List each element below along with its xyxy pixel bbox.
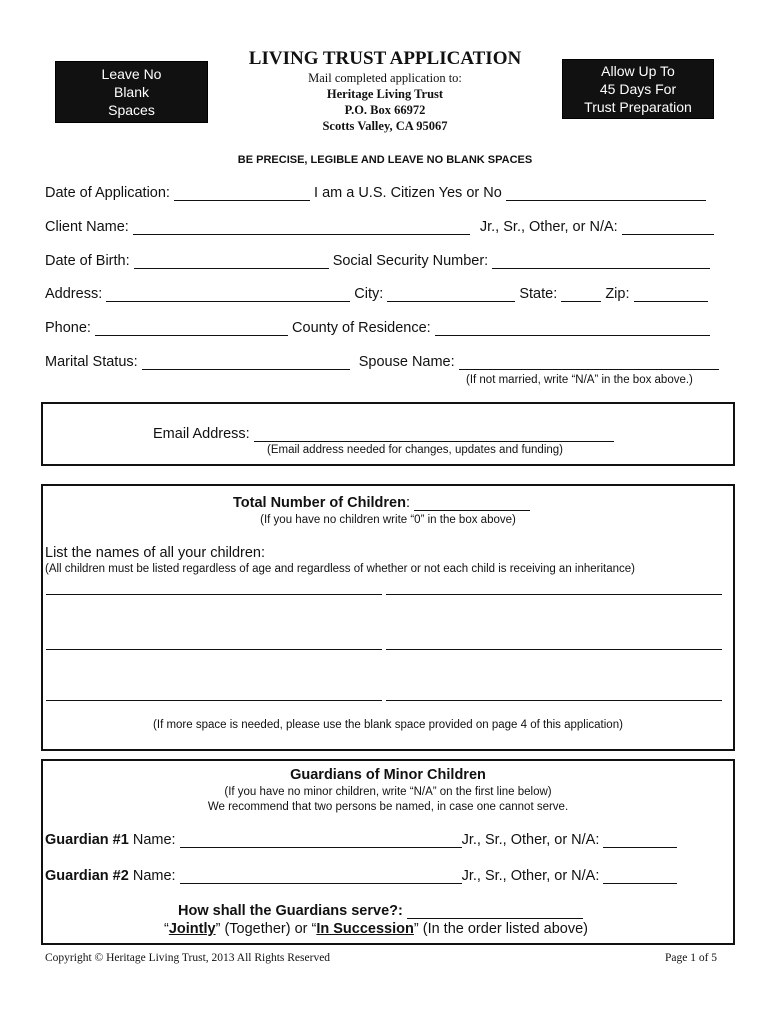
email-row	[153, 426, 614, 442]
badge-line: Leave No	[101, 66, 162, 82]
zip-field[interactable]	[634, 287, 708, 302]
row-dob-ssn	[45, 253, 710, 269]
total-children-row	[233, 495, 530, 511]
total-children-field[interactable]	[414, 496, 530, 511]
quote-mark: ”	[413, 921, 419, 937]
guardian-2-name-label: Name:	[132, 868, 176, 884]
row-marital-spouse	[45, 354, 719, 370]
email-box	[41, 402, 735, 466]
badge-line: Trust Preparation	[584, 99, 692, 115]
badge-line: Allow Up To	[601, 63, 675, 79]
leave-no-blank-badge	[55, 61, 208, 123]
quote-mark: ”	[215, 921, 221, 937]
jointly-option: Jointly	[168, 921, 216, 937]
children-box	[41, 484, 735, 751]
guardian-1-suffix-field[interactable]	[603, 833, 677, 848]
page-title: LIVING TRUST APPLICATION	[248, 48, 522, 69]
dob-field[interactable]	[134, 254, 329, 269]
county-field[interactable]	[435, 321, 710, 336]
mail-line: Mail completed application to:	[308, 71, 462, 85]
state-field[interactable]	[561, 287, 601, 302]
guardian-2-name-field[interactable]	[180, 869, 462, 884]
dob-label: Date of Birth:	[45, 253, 130, 269]
serve-answer-field[interactable]	[407, 904, 583, 919]
title-block	[210, 48, 560, 134]
guardians-note-2: We recommend that two persons be named, in case one cannot serve.	[207, 801, 569, 813]
address-field[interactable]	[106, 287, 350, 302]
county-label: County of Residence:	[292, 320, 431, 336]
succession-option: In Succession	[316, 921, 414, 937]
child-name-field[interactable]	[386, 594, 722, 595]
spouse-note: (If not married, write “N/A” in the box above.)	[466, 374, 693, 386]
child-name-field[interactable]	[46, 649, 382, 650]
email-field[interactable]	[254, 427, 614, 442]
state-label: State:	[519, 286, 558, 302]
badge-line: Spaces	[108, 102, 155, 118]
email-label: Email Address:	[153, 426, 250, 442]
city-field[interactable]	[387, 287, 515, 302]
guardian-2-label: Guardian #2	[45, 868, 129, 884]
guardian-2-suffix-field[interactable]	[603, 869, 677, 884]
badge-line: 45 Days For	[599, 81, 677, 97]
copyright-text: Copyright © Heritage Living Trust, 2013 All Rights Reserved	[45, 952, 331, 964]
row-address	[45, 286, 708, 302]
guardians-box	[41, 759, 735, 945]
quote-mark: “	[311, 921, 317, 937]
guardians-note-1: (If you have no minor children, write “N/A” on the first line below)	[224, 786, 552, 798]
row-phone-county	[45, 320, 710, 336]
date-of-application-field[interactable]	[174, 186, 310, 201]
client-suffix-field[interactable]	[622, 220, 714, 235]
total-children-label: Total Number of Children	[233, 495, 406, 511]
total-children-note: (If you have no children write “0” in the box above)	[260, 514, 516, 526]
ssn-field[interactable]	[492, 254, 710, 269]
address-label: Address:	[45, 286, 103, 302]
guardian-1-suffix-label: Jr., Sr., Other, or N/A:	[461, 832, 600, 848]
citizen-label: I am a U.S. Citizen Yes or No	[314, 185, 502, 201]
zip-label: Zip:	[605, 286, 630, 302]
guardian-1-label: Guardian #1	[45, 832, 129, 848]
city-label: City:	[354, 286, 384, 302]
client-name-label: Client Name:	[45, 219, 129, 235]
guardian-1-name-field[interactable]	[180, 833, 462, 848]
instruction-text: BE PRECISE, LEGIBLE AND LEAVE NO BLANK SPACES	[237, 154, 533, 166]
guardians-title: Guardians of Minor Children	[290, 767, 486, 783]
citizen-field[interactable]	[506, 186, 706, 201]
guardian-1-row	[45, 832, 677, 848]
city-line: Scotts Valley, CA 95067	[322, 119, 448, 133]
quote-mark: “	[164, 921, 169, 937]
child-name-field[interactable]	[46, 594, 382, 595]
org-name: Heritage Living Trust	[326, 87, 444, 101]
child-name-field[interactable]	[386, 649, 722, 650]
serve-question-label: How shall the Guardians serve?:	[178, 903, 403, 919]
spouse-name-label: Spouse Name:	[358, 354, 455, 370]
badge-line: Blank	[113, 84, 150, 100]
po-box: P.O. Box 66972	[344, 103, 426, 117]
guardian-2-row	[45, 868, 677, 884]
ssn-label: Social Security Number:	[332, 253, 489, 269]
child-name-field[interactable]	[386, 700, 722, 701]
email-note: (Email address needed for changes, updates and funding)	[267, 444, 564, 456]
children-list-label: List the names of all your children:	[45, 545, 266, 561]
date-of-application-label: Date of Application:	[45, 185, 170, 201]
allow-days-badge	[562, 59, 714, 119]
row-client-name	[45, 219, 714, 235]
phone-field[interactable]	[95, 321, 288, 336]
children-list-note: (All children must be listed regardless of age and regardless of whether or not each child is receiving an inheritance)	[45, 563, 636, 575]
spouse-name-field[interactable]	[459, 355, 719, 370]
marital-status-field[interactable]	[142, 355, 350, 370]
child-name-field[interactable]	[46, 700, 382, 701]
page-number: Page 1 of 5	[665, 952, 718, 964]
guardian-2-suffix-label: Jr., Sr., Other, or N/A:	[461, 868, 600, 884]
serve-question-row	[178, 903, 583, 919]
total-children-colon: :	[405, 495, 410, 511]
client-suffix-label: Jr., Sr., Other, or N/A:	[479, 219, 618, 235]
together-text: (Together) or	[224, 921, 308, 937]
phone-label: Phone:	[45, 320, 91, 336]
client-name-field[interactable]	[133, 220, 470, 235]
more-space-note: (If more space is needed, please use the blank space provided on page 4 of this application)	[153, 719, 623, 731]
guardian-1-name-label: Name:	[132, 832, 176, 848]
serve-options-row	[164, 921, 588, 937]
row-date-citizen	[45, 185, 706, 201]
order-text: (In the order listed above)	[422, 921, 588, 937]
marital-status-label: Marital Status:	[45, 354, 138, 370]
